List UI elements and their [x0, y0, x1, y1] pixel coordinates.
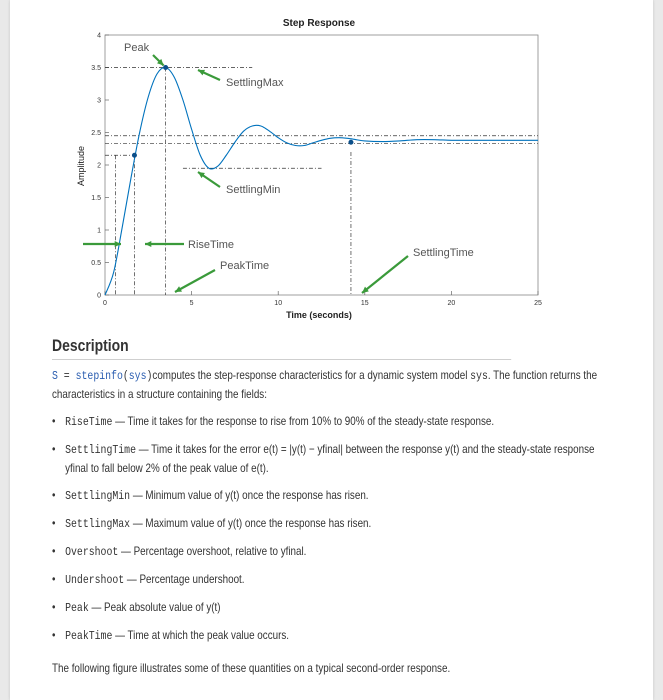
field-desc: — Minimum value of y(t) once the response has risen.: [130, 488, 369, 502]
response-line: [105, 67, 538, 295]
field-name: SettlingTime: [65, 443, 136, 457]
field-name: RiseTime: [65, 415, 113, 429]
field-name: Overshoot: [65, 545, 119, 559]
y-tick-label: 1.5: [91, 195, 101, 202]
peak-time-label: PeakTime: [220, 260, 270, 272]
y-tick-label: 3: [97, 97, 101, 105]
description-heading: Description: [52, 336, 511, 360]
x-tick-label: 20: [447, 300, 456, 307]
peak-label: Peak: [124, 42, 150, 54]
field-name: SettlingMax: [65, 517, 131, 531]
equals-sign: =: [57, 369, 76, 383]
x-tick-label: 5: [189, 300, 194, 307]
settling-time-arrow: [362, 256, 408, 293]
document-page: [10, 0, 653, 700]
chart-series: [105, 65, 538, 295]
y-tick-label: 2.5: [91, 130, 101, 137]
paren-open: (: [122, 369, 129, 383]
field-desc: — Time at which the peak value occurs.: [112, 628, 290, 642]
field-desc: — Percentage overshoot, relative to yfinal.: [118, 544, 307, 558]
stepinfo-function-link[interactable]: stepinfo: [75, 369, 123, 383]
intro-text-2: . The function returns the characteristics in a structure containing the fields:: [52, 368, 598, 401]
chart-axes: [91, 33, 542, 308]
list-item: [52, 486, 610, 505]
field-desc: — Maximum value of y(t) once the response has risen.: [130, 516, 372, 530]
chart-title: Step Response: [282, 18, 356, 29]
y-tick-label: 0.5: [91, 260, 101, 267]
list-item: [52, 440, 610, 477]
x-tick-label: 15: [360, 300, 369, 307]
field-name: PeakTime: [65, 629, 113, 643]
chart-annotations: [83, 42, 474, 293]
x-tick-label: 0: [103, 300, 107, 307]
rise-time-arrow-head: [145, 241, 151, 247]
y-tick-label: 4: [97, 32, 101, 40]
settling-max-label: SettlingMax: [226, 77, 284, 89]
rise-marker: [132, 153, 137, 158]
field-desc: — Peak absolute value of y(t): [88, 600, 221, 614]
list-item: [52, 412, 610, 431]
field-desc: — Time it takes for the error e(t) = |y(t) − yfinal| between the response y(t) and the steady-state response yfinal to fall below 2% of the peak value of e(t).: [65, 442, 595, 475]
list-item: [52, 542, 610, 561]
rise-time-label: RiseTime: [188, 239, 235, 251]
settling-time-label: SettlingTime: [413, 247, 474, 259]
peak-time-arrow: [175, 270, 215, 292]
output-variable: S: [52, 369, 58, 383]
step-response-chart: [10, 0, 653, 330]
list-item: [52, 626, 610, 645]
y-tick-label: 1: [97, 227, 101, 235]
settling-min-label: SettlingMin: [226, 184, 281, 196]
description-body: [52, 366, 610, 677]
y-tick-label: 0: [97, 292, 101, 300]
field-name: Peak: [65, 601, 89, 615]
x-axis-label: Time (seconds): [286, 310, 352, 320]
intro-sys: sys: [470, 369, 488, 383]
y-tick-label: 2: [97, 162, 101, 170]
footer-text: The following figure illustrates some of these quantities on a typical second-order response.: [52, 661, 451, 675]
sys-argument-link[interactable]: sys: [128, 369, 147, 383]
chart-guides: [105, 68, 538, 296]
list-item: [52, 598, 610, 617]
y-axis-label: Amplitude: [76, 145, 86, 187]
settling-marker: [348, 140, 353, 145]
field-name: Undershoot: [65, 573, 125, 587]
peak-marker: [163, 65, 168, 70]
description-intro: [52, 366, 610, 403]
field-name: SettlingMin: [65, 489, 131, 503]
fields-list: [52, 412, 610, 645]
y-tick-label: 3.5: [91, 65, 101, 72]
field-desc: — Percentage undershoot.: [124, 572, 245, 586]
field-desc: — Time it takes for the response to rise from 10% to 90% of the steady-state response.: [112, 414, 495, 428]
paren-close: ): [146, 369, 153, 383]
x-tick-label: 25: [534, 300, 542, 307]
list-item: [52, 514, 610, 533]
x-tick-label: 10: [274, 300, 283, 307]
list-item: [52, 570, 610, 589]
intro-text: computes the step-response characteristics for a dynamic system model: [152, 368, 471, 382]
